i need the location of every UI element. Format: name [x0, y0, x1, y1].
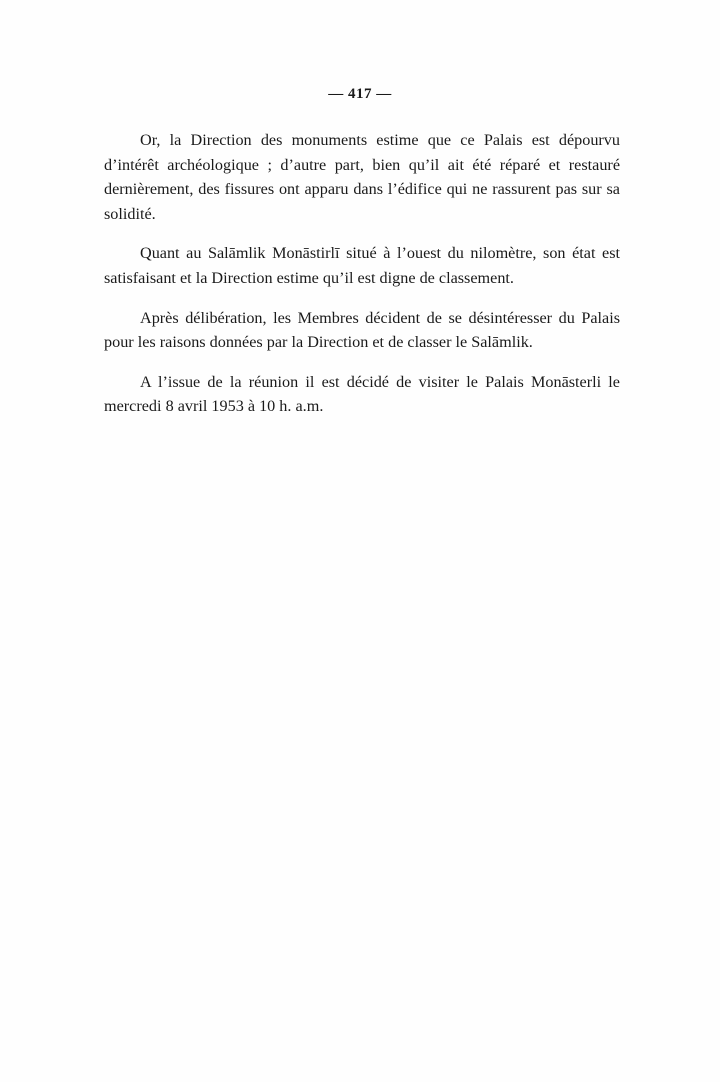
paragraph: A l’issue de la réunion il est décidé de visiter le Palais Monāsterli le mercredi 8 avril 1953 à 10 h. a.m. [104, 372, 620, 416]
page-number: — 417 — [328, 86, 392, 102]
paragraph: Après délibération, les Membres décident de se désintéresser du Palais pour les raisons données par la Direction et de classer le Salāmlik. [104, 308, 620, 352]
body-text-block [104, 128, 620, 419]
paragraph: Quant au Salāmlik Monāstirlī situé à l’ouest du nilomètre, son état est satisfaisant et la Direction estime qu’il est digne de classement. [104, 244, 620, 287]
paragraph: Or, la Direction des monuments estime que ce Palais est dépourvu d’intérêt archéologique ; d’autre part, bien qu’il ait été réparé et restauré dernièrement, des fissures ont apparu dans l’édifice qui ne rassurent pas sur sa solidité. [104, 131, 620, 223]
